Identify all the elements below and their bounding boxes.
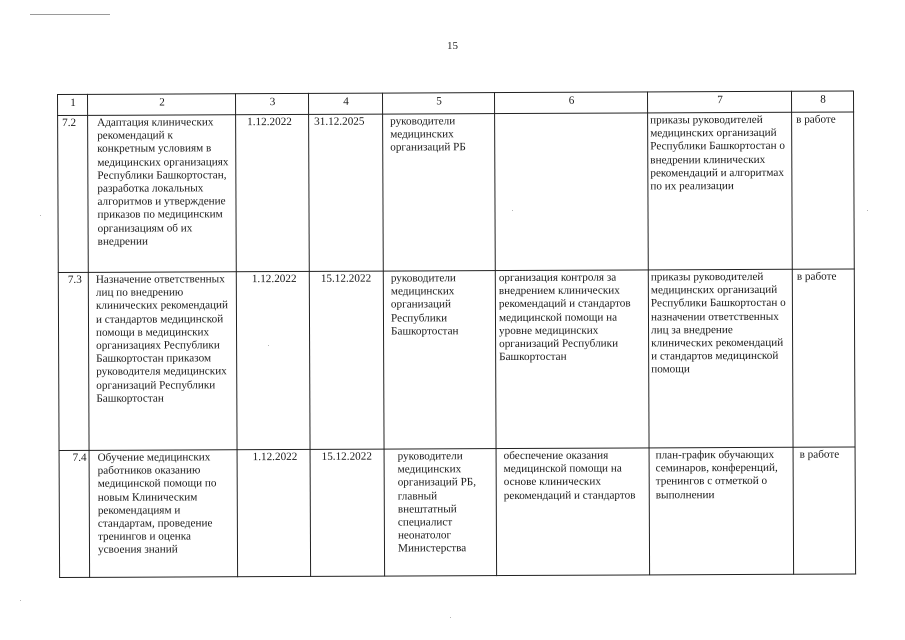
- scan-speck: [512, 210, 513, 211]
- header-cell: 7: [717, 94, 723, 107]
- header-cell: 4: [343, 95, 349, 108]
- top-rule: [30, 14, 110, 15]
- expected-result-cell: обеспечение оказания медицинской помощи на основе клинических рекомендаций и стандартов: [503, 449, 636, 502]
- header-cell: 5: [436, 95, 442, 108]
- page-number: 15: [447, 40, 458, 52]
- expected-result-cell: [494, 113, 648, 270]
- responsible-cell: руководители медицинских организаций РБ, главный внештатный специалист неонатолог Министерства: [397, 450, 477, 555]
- expected-result-cell: организация контроля за внедрением клинических рекомендаций и стандартов медицинской помощи на уровне медицинских организаций Республики Башкортостан: [498, 271, 631, 364]
- end-date-cell: 31.12.2025: [314, 115, 365, 128]
- scan-speck: [20, 600, 21, 601]
- end-date-cell: 15.12.2022: [320, 272, 372, 285]
- task-cell: Назначение ответственных лиц по внедрению клинических рекомендаций и стандартов медицинской помощи в медицинских организациях Республики Башкортостан приказом руководителя медицинских организаций Республики Башкортостан: [95, 273, 229, 405]
- responsible-cell: руководители медицинских организаций РБ: [390, 115, 466, 154]
- header-cell: 2: [159, 96, 165, 109]
- row-number: 7.4: [72, 451, 87, 464]
- header-cell: 6: [568, 94, 575, 107]
- header-cell: 1: [70, 96, 76, 109]
- task-cell: Адаптация клинических рекомендаций к конкретным условиям в медицинских организациях Республики Башкортостан, разработка локальных алгоритмов и утверждение приказов по медицинским организациям об их внедрении: [97, 116, 229, 248]
- scan-speck: [450, 617, 451, 618]
- status-cell: в работе: [799, 448, 840, 461]
- plan-table: [57, 91, 856, 578]
- scan-speck: [40, 215, 41, 216]
- start-date-cell: 1.12.2022: [247, 115, 292, 129]
- header-cell: 8: [820, 93, 826, 106]
- scan-speck: [867, 210, 868, 211]
- task-cell: Обучение медицинских работников оказанию медицинской помощи по новым Клиническим рекомендациям и стандартам, проведение тренингов и оценка усвоения знаний: [97, 451, 217, 557]
- row-number: 7.3: [67, 273, 82, 286]
- start-date-cell: 1.12.2022: [252, 450, 298, 464]
- row-number: 7.2: [62, 116, 77, 129]
- status-cell: в работе: [796, 113, 836, 126]
- header-cell: 3: [269, 96, 276, 109]
- document-cell: план-график обучающих семинаров, конференций, тренингов с отметкой о выполнении: [655, 448, 778, 502]
- scan-speck: [268, 345, 269, 346]
- end-date-cell: 15.12.2022: [321, 450, 372, 463]
- document-cell: приказы руководителей медицинских организаций Республики Башкортостан о внедрении клинических рекомендаций и алгоритмах по их реализации: [650, 113, 786, 193]
- responsible-cell: руководители медицинских организаций Республики Башкортостан: [390, 272, 459, 338]
- start-date-cell: 1.12.2022: [251, 272, 297, 286]
- document-cell: приказы руководителей медицинских организаций Республики Башкортостан о назначении ответственных лиц за внедрение клинических рекомендаций и стандартов медицинской помощи: [650, 270, 786, 376]
- status-cell: в работе: [796, 270, 837, 283]
